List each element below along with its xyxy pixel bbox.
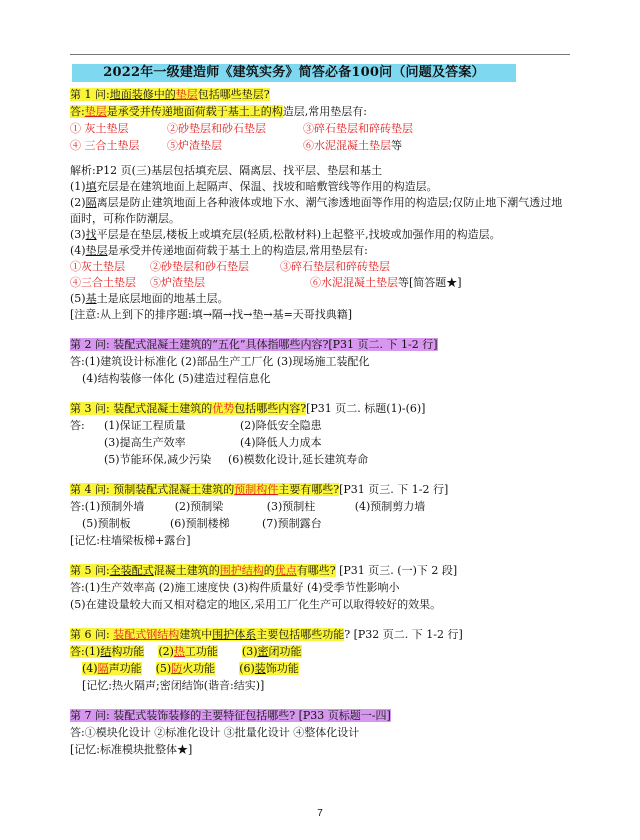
q6-memo: [记忆:热火隔声;密闭结饰(谐音:结实)]	[82, 679, 265, 692]
q2-question: 第 2 问: 装配式混凝土建筑的“五化”具体指哪些内容?[P31 页二. 下 1-2 行]	[70, 338, 438, 351]
page-number: 7	[317, 808, 323, 819]
q3-answer-row2: (3)提高生产效率 (4)降低人力成本	[104, 436, 322, 449]
q5-question: 第 5 问:全装配式混凝土建筑的围护结构的优点有哪些? [P31 页三. (一)下 2 段]	[70, 564, 458, 577]
q2-answer-1: 答:(1)建筑设计标准化 (2)部品生产工厂化 (3)现场施工装配化	[70, 355, 370, 368]
q7-memo: [记忆:标准模块批整体★]	[70, 743, 193, 756]
q5-answer-2: (5)在建设量较大而又相对稳定的地区,采用工厂化生产可以取得较好的效果。	[70, 598, 442, 611]
q1-explanation-2: (2)隔离层是防止建筑地面上各种液体或地下水、潮气渗透地面等作用的构造层;仅防止地下潮气透过地	[70, 196, 563, 209]
q3-answer-row1: 答: (1)保证工程质量 (2)降低安全隐患	[70, 419, 322, 432]
q7-question: 第 7 问: 装配式装饰装修的主要特征包括哪些? [P33 页标题一-四]	[70, 709, 391, 722]
q5-answer-1: 答:(1)生产效率高 (2)施工速度快 (3)构件质量好 (4)受季节性影响小	[70, 581, 400, 594]
q1-note: [注意:从上到下的排序题:填→隔→找→垫→基=天哥找典籍]	[70, 308, 353, 321]
q2-answer-2: (4)结构装修一体化 (5)建造过程信息化	[82, 372, 271, 385]
q6-answer-row1: 答:(1)结构功能 (2)热工功能 (3)密闭功能	[70, 645, 302, 658]
q6-question: 第 6 问: 装配式钢结构建筑中围护体系主要包括哪些功能? [P32 页二. 下 1-2 行]	[70, 628, 463, 641]
q1-explanation-4-options1: ①灰土垫层 ②砂垫层和砂石垫层 ③碎石垫层和碎砖垫层	[70, 260, 390, 273]
q1-explanation-4-options2: ④三合土垫层 ⑤炉渣垫层 ⑥水泥混凝土垫层等[简答题★]	[70, 276, 462, 289]
q1-explanation-2-cont: 面时，可称作防潮层。	[70, 212, 180, 225]
q1-explanation-title: 解析:P12 页(三)基层包括填充层、隔离层、找平层、垫层和基土	[70, 164, 383, 177]
q1-answer: 答:垫层是承受并传递地面荷载于基土上的构造层,常用垫层有:	[70, 105, 367, 118]
q1-explanation-4: (4)垫层是承受并传递地面荷载于基土上的构造层,常用垫层有:	[70, 244, 368, 257]
q1-question: 第 1 问:地面装修中的垫层包括哪些垫层?	[70, 88, 270, 101]
q4-answer-row2: (5)预制板 (6)预制楼梯 (7)预制露台	[82, 517, 322, 530]
top-rule	[70, 54, 570, 55]
q1-options-row1: ① 灰土垫层 ②砂垫层和砂石垫层 ③碎石垫层和碎砖垫层	[70, 122, 413, 135]
q3-answer-row3: (5)节能环保,减少污染 (6)模数化设计,延长建筑寿命	[104, 453, 369, 466]
q4-answer-row1: 答:(1)预制外墙 (2)预制梁 (3)预制柱 (4)预制剪力墙	[70, 500, 426, 513]
q1-explanation-1: (1)填充层是在建筑地面上起隔声、保温、找坡和暗敷管线等作用的构造层。	[70, 180, 438, 193]
q4-memo: [记忆:柱墙梁板梯+露台]	[70, 534, 191, 547]
q3-question: 第 3 问: 装配式混凝土建筑的优势包括哪些内容?[P31 页二. 标题(1)-(6)]	[70, 402, 426, 415]
q1-explanation-3: (3)找平层是在垫层,楼板上或填充层(轻质,松散材料)上起整平,找坡或加强作用的构造层。	[70, 228, 501, 241]
q4-question: 第 4 问: 预制装配式混凝土建筑的预制构件主要有哪些?[P31 页三. 下 1-2 行]	[70, 483, 449, 496]
content	[70, 86, 580, 758]
page-title: 2022年一级建造师《建筑实务》简答必备100问（问题及答案）	[72, 64, 516, 82]
q1-options-row2: ④ 三合土垫层 ⑤炉渣垫层 ⑥水泥混凝土垫层等	[70, 139, 402, 152]
q6-answer-row2: (4)隔声功能 (5)防火功能 (6)装饰功能	[82, 662, 299, 675]
q1-explanation-5: (5)基土是底层地面的地基土层。	[70, 292, 229, 305]
q7-answer: 答:①模块化设计 ②标准化设计 ③批量化设计 ④整体化设计	[70, 726, 360, 739]
